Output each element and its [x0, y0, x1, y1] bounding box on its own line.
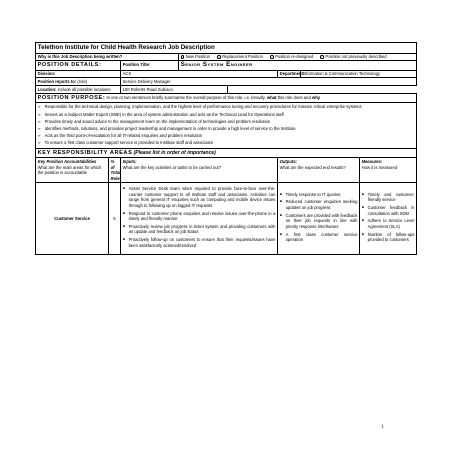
col-measures-header — [360, 158, 417, 183]
reports-value: Service Delivery Manager — [121, 78, 417, 86]
radio-icon — [270, 55, 274, 59]
purpose-header-row — [36, 93, 417, 102]
kra-header — [36, 149, 417, 158]
measures-list — [362, 192, 415, 243]
output-item: ■ A first class customer service operation — [280, 232, 358, 243]
col-outputs-header — [278, 158, 360, 183]
radio-icon — [181, 55, 185, 59]
job-description-page — [35, 42, 416, 255]
job-description-table — [35, 42, 417, 255]
purpose-list — [38, 104, 415, 146]
kra-percent: 5 — [109, 182, 121, 254]
col-key-title: Key Position Accountabilities — [37, 158, 97, 164]
kra-label: KEY RESPONSIBILITY AREAS — [37, 149, 133, 156]
col-inputs-header — [121, 158, 278, 183]
input-item: ■ Respond to customer phone enquiries and resolve issues over-the-phone in a timely and friendly manner — [123, 211, 276, 222]
col-key-desc: What are the main areas for which the position is accountable — [37, 164, 102, 176]
kra-outputs — [278, 182, 360, 254]
option-not-previously-described[interactable]: Position not previously described — [320, 54, 386, 60]
col-outputs-title: Outputs: — [279, 158, 298, 164]
location-blank — [228, 86, 417, 94]
measure-item: ■ Adhere to Service Level Agreement (SLA) — [362, 218, 415, 229]
location-label: Location: — [37, 86, 57, 92]
purpose-header — [36, 93, 417, 102]
option-replacement-position[interactable]: Replacement Position — [217, 54, 263, 60]
title-row — [36, 43, 417, 54]
col-inputs-title: Inputs: — [122, 158, 137, 164]
measure-item: ■ Timely and customer-friendly service — [362, 192, 415, 203]
division-value: ACS — [121, 70, 278, 78]
kra-measures — [360, 182, 417, 254]
radio-icon — [320, 55, 324, 59]
purpose-item: ➢ To ensure a first class customer support service is provided to Institute staff and associates — [38, 140, 415, 146]
purpose-label: POSITION PURPOSE: — [37, 94, 106, 101]
kra-hint: (Please list in order of importance) — [133, 149, 216, 156]
measure-item: ■ Customer feedback in consultation with SDM — [362, 205, 415, 216]
location-value: 100 Roberts Road Subiaco — [121, 86, 228, 94]
reports-hint: (role) — [77, 78, 88, 84]
why-label: Why is this Job Description being written? — [36, 53, 179, 61]
kra-row-customer-service — [36, 182, 417, 254]
input-item: ■ Assist Service Desk team when required to provide face-to-face over-the-counter customer support to all Institute staff and associates. Activities can range from general IT enquiries such as computing and mobile device issues through to following up on logged IT requests — [123, 186, 276, 208]
purpose-item: ➢ Acts as the third point-of-escalation for all IT-related enquiries and problem resolution — [38, 133, 415, 139]
col-pct-header: % of Total Role — [109, 158, 121, 183]
purpose-item: ➢ Provides timely and sound advice to the management team on the implementation of technologies and problem resolution — [38, 119, 415, 125]
col-outputs-desc: What are the expected end results? — [279, 164, 346, 170]
document-title: Telethon Institute for Child Health Research Job Description — [36, 43, 417, 54]
outputs-list — [280, 192, 358, 243]
output-item: ■ Reduced customer enquiries seeking updates on job progress — [280, 199, 358, 210]
purpose-item: ➢ Identifies methods, solutions, and provides project leadership and management in order to provide a high level of service to the Institute — [38, 126, 415, 132]
position-title-label: Position Title: — [121, 61, 179, 70]
inputs-list — [123, 186, 276, 249]
input-item: ■ Proactively follow-up on customers to ensure that their requests/issues have been satisfactorily actioned/resolved — [123, 237, 276, 248]
col-measures-title: Measures: — [361, 158, 383, 164]
col-inputs-desc: What are the key activities or tasks to be carried out? — [122, 164, 222, 170]
department-label: Department: — [278, 70, 301, 78]
purpose-item: ➢ Responsible for the technical design, planning, implementation, and the highest level of performance tuning and recovery procedures for mission critical enterprise systems — [38, 104, 415, 110]
kra-columns-row — [36, 158, 417, 183]
kra-area: Customer Service — [36, 182, 109, 254]
position-title-row — [36, 61, 417, 70]
kra-inputs — [121, 182, 278, 254]
department-value: Information & Communication Technology — [301, 70, 417, 78]
position-details-label: POSITION DETAILS: — [36, 61, 121, 70]
purpose-item: ➢ Serves as a Subject Matter Expert (SME) in the area of system administration and acts as the Technical Lead for Operations staff — [38, 112, 415, 118]
measure-item: ■ Number of follow-ups provided to customers — [362, 232, 415, 243]
purpose-hint: In one or two sentences briefly summarise the overall purpose of this role, i.e. broadly, what this role does and why — [106, 94, 321, 100]
location-hint: include all possible locations — [57, 86, 111, 92]
division-label: Division: — [36, 70, 121, 78]
location-row — [36, 86, 417, 94]
kra-header-row — [36, 149, 417, 158]
col-measures-desc: How it is measured — [361, 164, 398, 170]
reports-label: Position reports to: — [37, 78, 77, 84]
reports-label-cell — [36, 78, 121, 86]
why-options — [179, 53, 417, 61]
option-position-redesigned[interactable]: Position re-designed — [270, 54, 313, 60]
position-title-value: Senior System Engineer — [179, 61, 417, 70]
col-key-header — [36, 158, 109, 183]
page-number: 1 — [381, 424, 384, 430]
output-item: ■ Customers are provided with feedback on their job requests in line with priority response timeframes — [280, 213, 358, 230]
division-row — [36, 70, 417, 78]
option-new-position[interactable]: New Position — [181, 54, 210, 60]
location-label-cell — [36, 86, 121, 94]
purpose-list-row — [36, 103, 417, 149]
why-row — [36, 53, 417, 61]
output-item: ■ Timely response to IT queries — [280, 192, 358, 198]
purpose-list-cell — [36, 103, 417, 149]
input-item: ■ Proactively review job progress in ticket system and providing customers with an update and feedback on job status — [123, 224, 276, 235]
reports-row — [36, 78, 417, 86]
radio-icon — [217, 55, 221, 59]
